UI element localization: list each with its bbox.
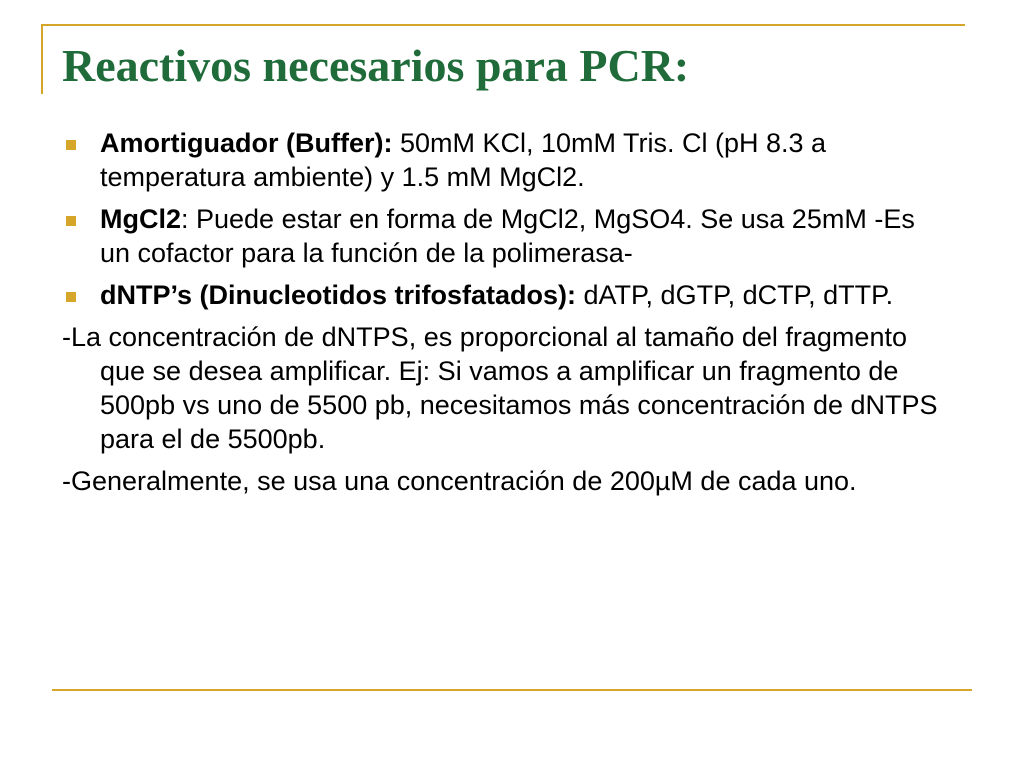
bullet-item-buffer [62,126,942,194]
top-rule [41,24,965,26]
paragraph-general-concentration: -Generalmente, se usa una concentración de 200µM de cada uno. [62,466,857,496]
bullet-item-dntps [62,278,942,312]
square-bullet-icon [66,140,76,150]
left-rule [41,24,43,94]
bottom-rule [52,689,972,691]
slide-body [62,126,942,506]
bullet-text: : Puede estar en forma de MgCl2, MgSO4. Se usa 25mM -Es un cofactor para la función de la polimerasa- [100,204,915,268]
bullet-term: Amortiguador (Buffer): [100,128,393,158]
bullet-item-mgcl2 [62,202,942,270]
paragraph-dntps-concentration: -La concentración de dNTPS, es proporcional al tamaño del fragmento que se desea amplificar. Ej: Si vamos a amplificar un fragmento de 500pb vs uno de 5500 pb, necesitamos más concentración de dNTPS para el de 5500pb. [62,322,938,454]
slide-title: Reactivos necesarios para PCR: [62,40,690,91]
bullet-text: dATP, dGTP, dCTP, dTTP. [576,280,894,310]
bullet-term: MgCl2 [100,204,181,234]
square-bullet-icon [66,216,76,226]
square-bullet-icon [66,292,76,302]
bullet-term: dNTP’s (Dinucleotidos trifosfatados): [100,280,577,310]
bullet-text: 50mM KCl, 10mM Tris. Cl (pH 8.3 a temperatura ambiente) y 1.5 mM MgCl2. [100,128,827,192]
